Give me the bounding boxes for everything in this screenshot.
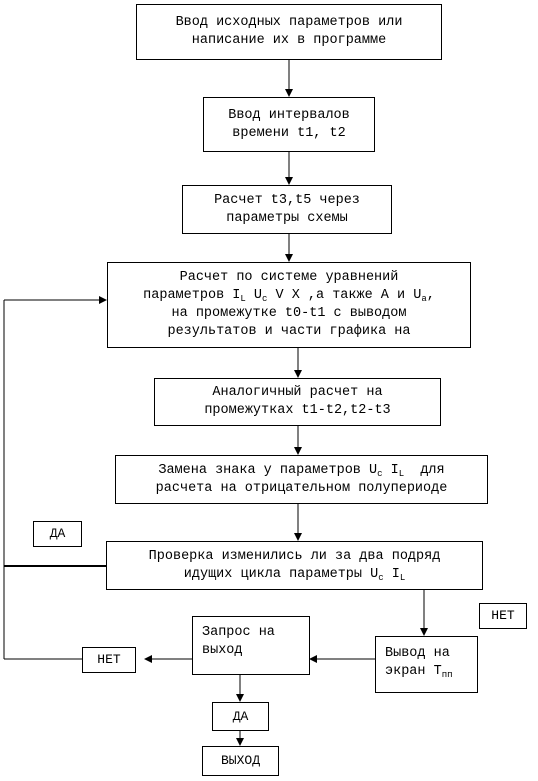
system-calc-line4: результатов и части графика на [167, 324, 411, 339]
sign-change-line2: расчета на отрицательном полупериоде [155, 480, 448, 496]
sign-change-box [115, 455, 488, 504]
output-screen-line1: Вывод на [385, 646, 450, 661]
system-calc-line1: Расчет по системе уравнений [179, 270, 399, 285]
no-left-label: НЕТ [82, 647, 136, 673]
check-line2: идущих цикла параметры $U_c$ $I_L$ [183, 566, 406, 583]
calc-t3-t5-line2: параметры схемы [226, 210, 348, 226]
calc-t3-t5-box [182, 185, 392, 234]
yes-exit-label: ДА [212, 702, 269, 731]
similar-calc-line1: Аналогичный расчет на [212, 385, 383, 400]
calc-t3-t5-line1: Расчет t3,t5 через [214, 192, 360, 208]
exit-request-line1: Запрос на [202, 625, 275, 640]
exit-request-box [192, 616, 310, 675]
input-params-line2: написание их в программе [191, 33, 387, 48]
check-box [106, 541, 483, 590]
system-calc-box [107, 262, 471, 348]
no-right-label: НЕТ [479, 603, 527, 629]
input-params-line1: Ввод исходных параметров или [175, 15, 403, 30]
output-screen-box [375, 636, 478, 693]
system-calc-line2: параметров $I_L$ $U_c$ V X ,а также A и $U_a$, [143, 288, 435, 304]
check-line1: Проверка изменились ли за два подряд [148, 548, 441, 564]
time-intervals-line2: времени t1, t2 [232, 125, 346, 141]
system-calc-line3: на промежутке t0-t1 с выводом [171, 306, 407, 321]
time-intervals-box [203, 97, 375, 152]
exit-box: ВЫХОД [202, 746, 279, 776]
time-intervals-line1: Ввод интервалов [228, 107, 350, 123]
exit-request-line2: выход [202, 643, 243, 658]
similar-calc-box [154, 378, 441, 426]
input-params-box [136, 4, 442, 60]
similar-calc-line2: промежутках t1-t2,t2-t3 [204, 403, 391, 418]
yes-loop-label: ДА [33, 521, 82, 547]
output-screen-line2: экран $T_{пп}$ [385, 664, 453, 680]
sign-change-line1: Замена знака у параметров $U_c$ $I_L$ для [158, 462, 445, 479]
